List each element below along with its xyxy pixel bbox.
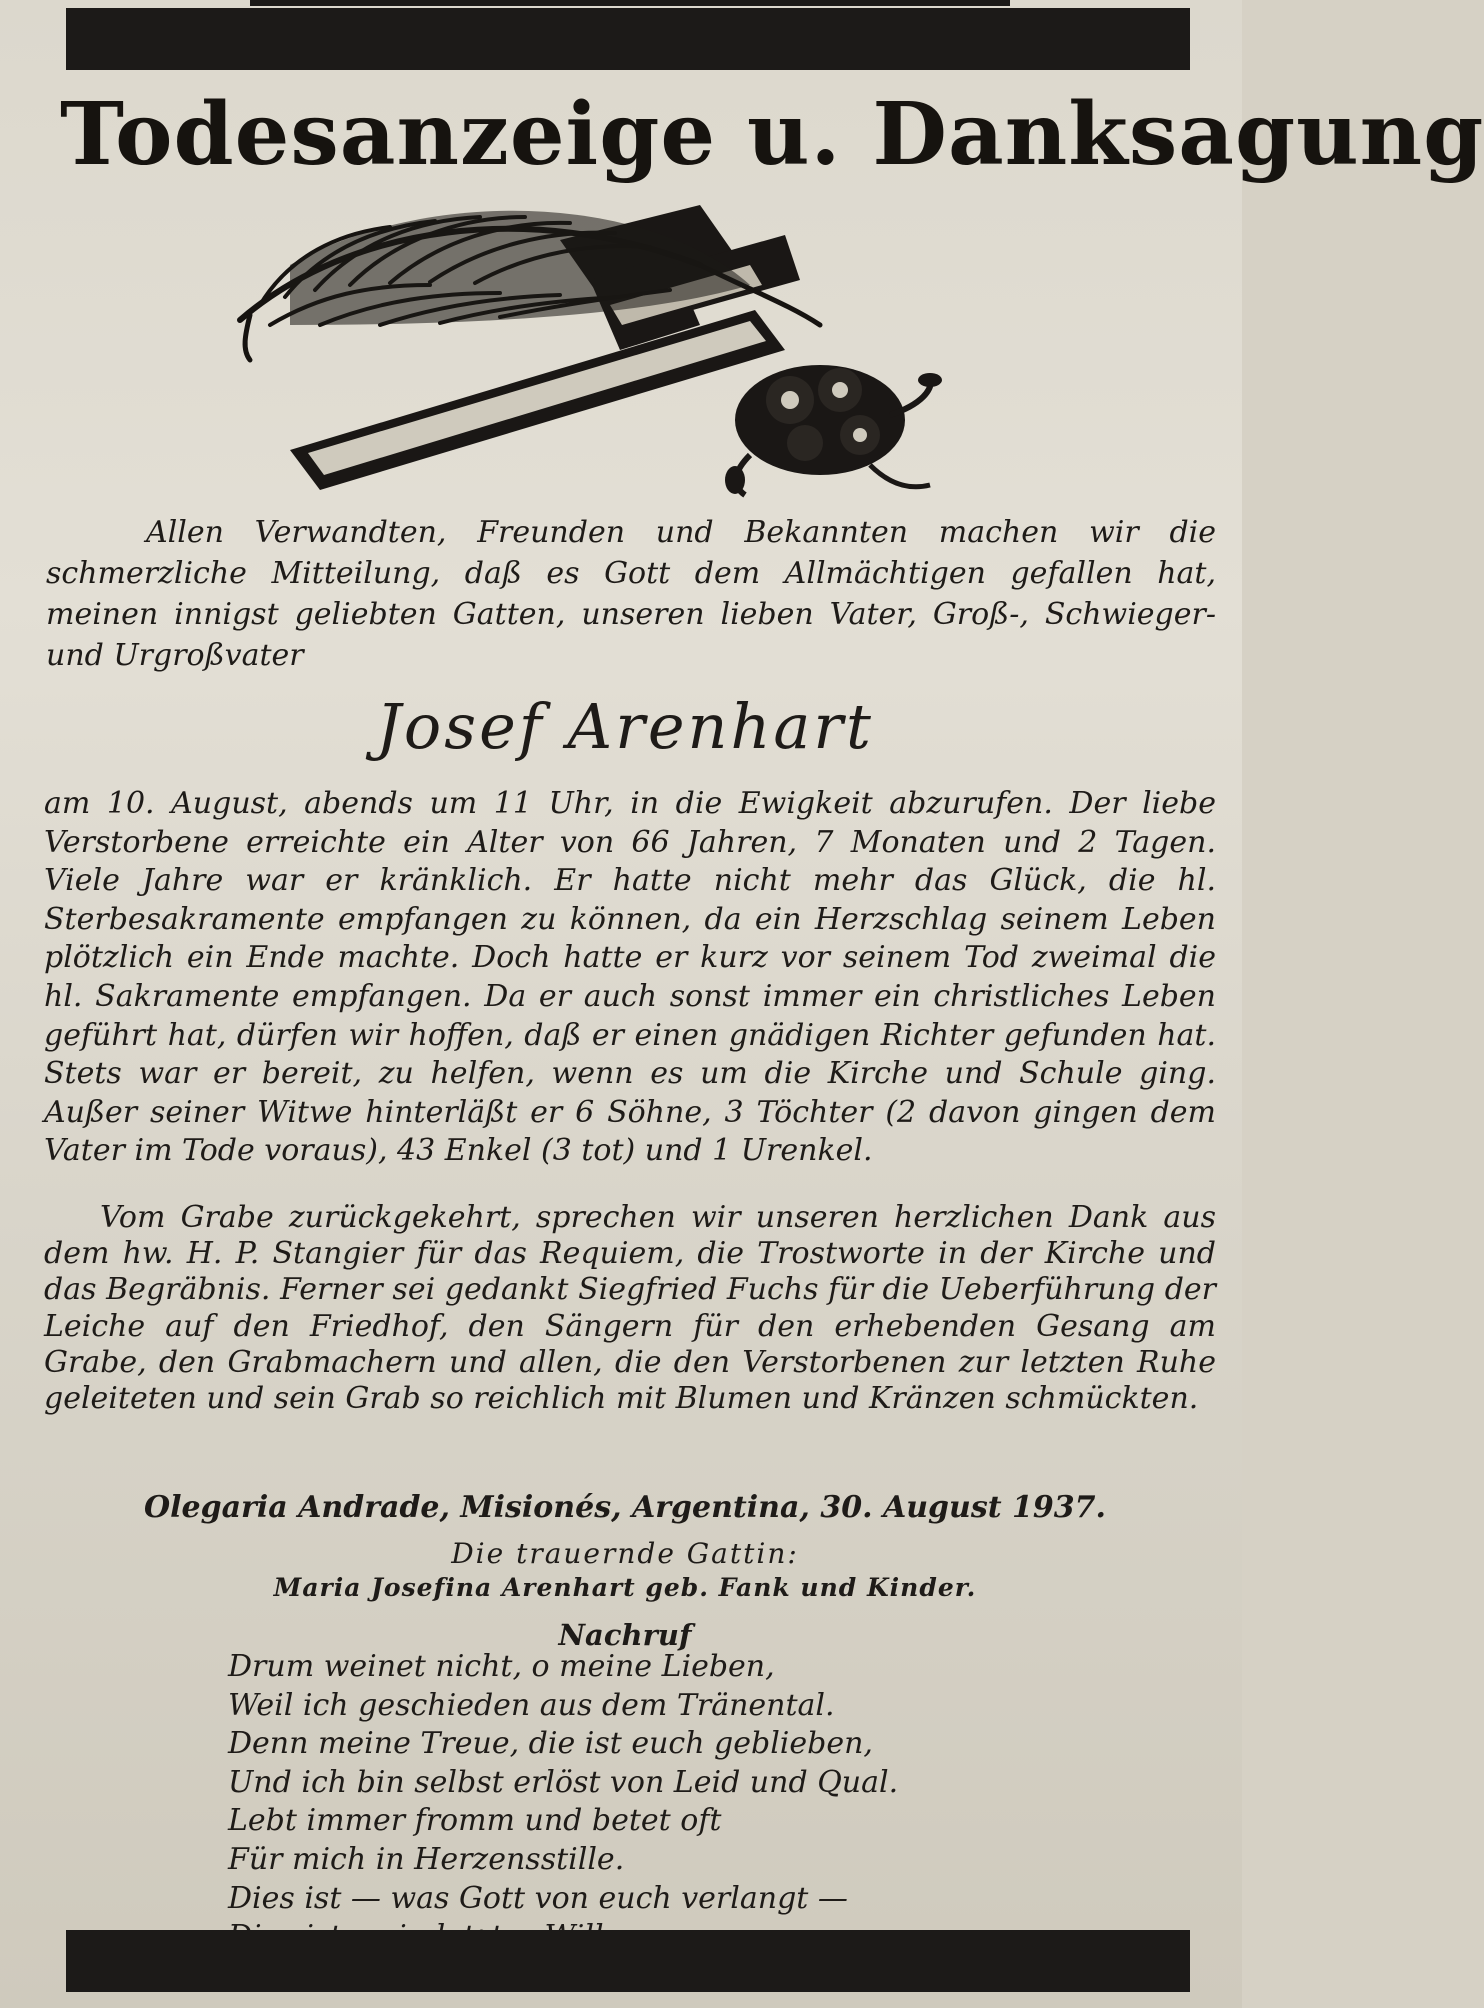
widow-label: Die trauernde Gattin: (451, 1537, 799, 1570)
poem-line: Für mich in Herzensstille. (228, 1841, 625, 1877)
bottom-black-border (66, 1930, 1190, 1992)
cross-palm-emblem (230, 185, 1040, 505)
poem-line: Drum weinet nicht, o meine Lieben, (228, 1649, 775, 1684)
poem-line: Weil ich geschieden aus dem Tränental. (228, 1687, 835, 1723)
top-thin-rule (250, 0, 1010, 6)
body-paragraph-1: am 10. August, abends um 11 Uhr, in die Ewigkeit abzurufen. Der liebe Verstorbene erreichte ein Alter von 66 Jahren, 7 Monaten und 2 Tagen. Viele Jahre war er kränklich. Er hatte nicht mehr das Glück, die hl. Sterbesakramente empfangen zu können, da ein Herzschlag seinem Leben plötzlich ein Ende machte. Doch hatte er kurz vor seinem Tod zweimal die hl. Sakramente empfangen. Da er auch sonst immer ein christliches Leben geführt hat, dürfen wir hoffen, daß er einen gnädigen Richter gefunden hat. Stets war er bereit, zu helfen, wenn es um die Kirche und Schule ging. Außer seiner Witwe hinterläßt er 6 Söhne, 3 Töchter (2 davon gingen dem Vater im Tode voraus), 43 Enkel (3 tot) und 1 Urenkel. (44, 786, 1216, 1169)
notice-title: Todesanzeige u. Danksagung (60, 84, 1484, 185)
poem-line: Dies ist — was Gott von euch verlangt — (228, 1880, 848, 1916)
place-and-date: Olegaria Andrade, Misionés, Argentina, 30. August 1937. (144, 1490, 1106, 1525)
deceased-name: Josef Arenhart (376, 690, 874, 763)
top-black-border (66, 8, 1190, 70)
flower-bouquet-icon (725, 365, 942, 495)
poem-line: Lebt immer fromm und betet oft (228, 1803, 722, 1839)
intro-paragraph: Allen Verwandten, Freunden und Bekannten machen wir die schmerzliche Mitteilung, daß es Gott dem Allmächtigen gefallen hat, meinen innigst geliebten Gatten, unseren lieben Vater, Groß-, Schwieger- und Urgroßvater (46, 515, 1216, 673)
nachruf-poem (228, 1648, 1128, 1957)
nachruf-title: Nachruf (558, 1618, 692, 1652)
poem-line: Denn meine Treue, die ist euch geblieben, (228, 1726, 873, 1762)
poem-line: Und ich bin selbst erlöst von Leid und Qual. (228, 1764, 899, 1800)
body-paragraph-2: Vom Grabe zurückgekehrt, sprechen wir unseren herzlichen Dank aus dem hw. H. P. Stangier für das Requiem, die Trostworte in der Kirche und das Begräbnis. Ferner sei gedankt Siegfried Fuchs für die Ueberführung der Leiche auf den Friedhof, den Sängern für den erhebenden Gesang am Grabe, den Grabmachern und allen, die den Verstorbenen zur letzten Ruhe geleiteten und sein Grab so reichlich mit Blumen und Kränzen schmückten. (44, 1200, 1216, 1417)
widow-name: Maria Josefina Arenhart geb. Fank und Kinder. (273, 1573, 977, 1602)
